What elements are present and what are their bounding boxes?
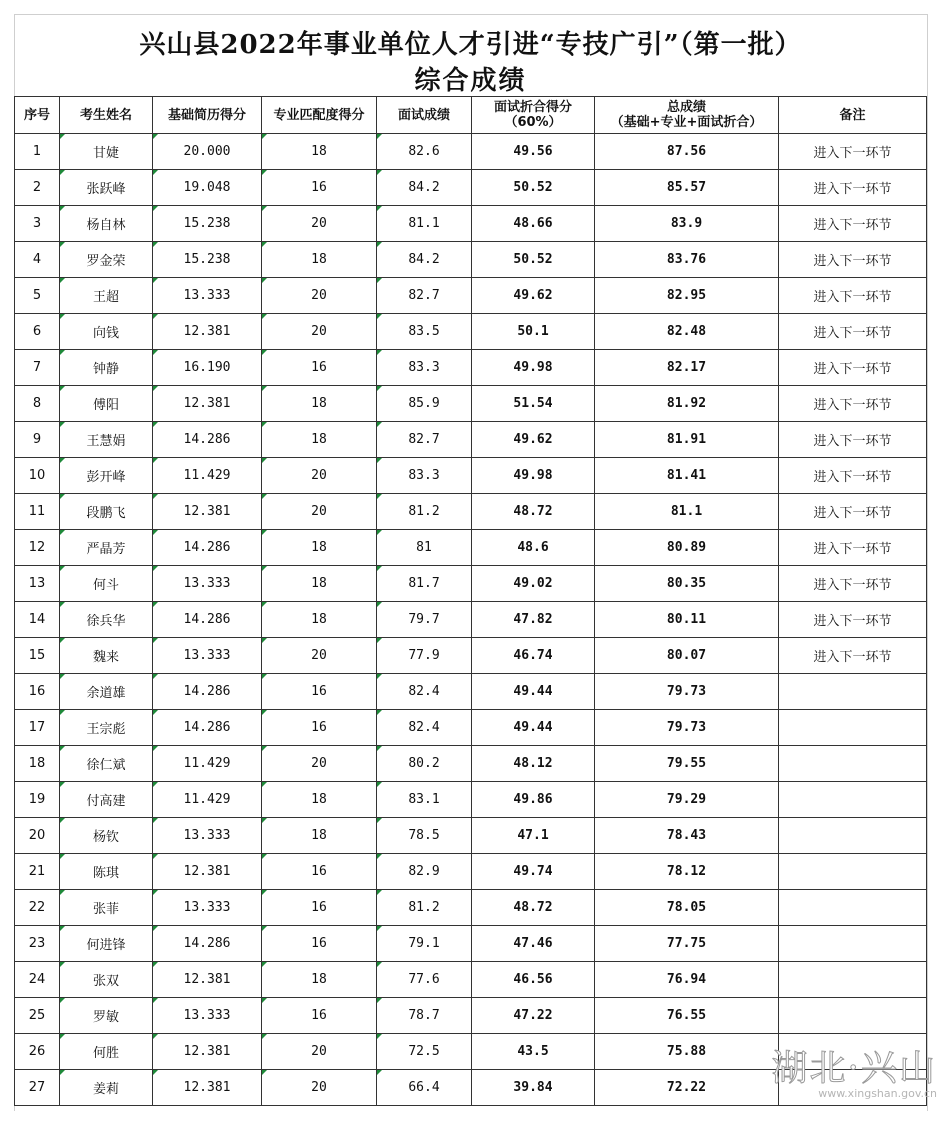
header-interview-score: 面试成绩 (377, 97, 472, 134)
cell-total-score: 81.92 (595, 386, 779, 422)
cell-seq: 15 (15, 638, 60, 674)
cell-match-score: 20 (262, 314, 377, 350)
cell-total-score: 78.43 (595, 818, 779, 854)
table-row (15, 494, 927, 530)
cell-note: 进入下一环节 (779, 134, 927, 170)
cell-seq: 2 (15, 170, 60, 206)
cell-note (779, 962, 927, 998)
cell-interview-score: 81 (377, 530, 472, 566)
cell-total-score: 83.9 (595, 206, 779, 242)
table-row (15, 386, 927, 422)
cell-note: 进入下一环节 (779, 422, 927, 458)
cell-total-score: 80.89 (595, 530, 779, 566)
cell-seq: 23 (15, 926, 60, 962)
cell-converted-score: 48.6 (472, 530, 595, 566)
cell-basic-score: 11.429 (153, 782, 262, 818)
cell-total-score: 85.57 (595, 170, 779, 206)
cell-name: 罗敏 (60, 998, 153, 1034)
cell-basic-score: 12.381 (153, 854, 262, 890)
table-row (15, 890, 927, 926)
cell-interview-score: 79.1 (377, 926, 472, 962)
cell-interview-score: 82.7 (377, 278, 472, 314)
table-row (15, 206, 927, 242)
cell-basic-score: 11.429 (153, 746, 262, 782)
page-title: 兴山县2022年事业单位人才引进“专技广引”（第一批） (139, 30, 802, 60)
cell-interview-score: 77.9 (377, 638, 472, 674)
cell-name: 向钱 (60, 314, 153, 350)
cell-interview-score: 81.2 (377, 890, 472, 926)
watermark-url: www.xingshan.gov.cn (818, 1087, 937, 1100)
cell-basic-score: 13.333 (153, 278, 262, 314)
header-name: 考生姓名 (60, 97, 153, 134)
cell-converted-score: 48.66 (472, 206, 595, 242)
cell-note: 进入下一环节 (779, 638, 927, 674)
cell-note: 进入下一环节 (779, 494, 927, 530)
cell-match-score: 16 (262, 926, 377, 962)
cell-match-score: 18 (262, 818, 377, 854)
cell-interview-score: 82.9 (377, 854, 472, 890)
cell-total-score: 81.91 (595, 422, 779, 458)
cell-match-score: 18 (262, 422, 377, 458)
cell-note (779, 782, 927, 818)
cell-basic-score: 12.381 (153, 314, 262, 350)
cell-note (779, 854, 927, 890)
cell-seq: 4 (15, 242, 60, 278)
cell-seq: 19 (15, 782, 60, 818)
cell-basic-score: 14.286 (153, 602, 262, 638)
table-row (15, 242, 927, 278)
cell-total-score: 76.55 (595, 998, 779, 1034)
cell-note (779, 890, 927, 926)
cell-name: 彭开峰 (60, 458, 153, 494)
cell-match-score: 16 (262, 674, 377, 710)
cell-match-score: 16 (262, 854, 377, 890)
cell-total-score: 75.88 (595, 1034, 779, 1070)
cell-seq: 1 (15, 134, 60, 170)
cell-converted-score: 49.62 (472, 278, 595, 314)
cell-interview-score: 77.6 (377, 962, 472, 998)
table-row (15, 782, 927, 818)
cell-name: 余道雄 (60, 674, 153, 710)
cell-total-score: 82.48 (595, 314, 779, 350)
table-row (15, 962, 927, 998)
cell-match-score: 18 (262, 566, 377, 602)
cell-seq: 7 (15, 350, 60, 386)
cell-converted-score: 49.86 (472, 782, 595, 818)
cell-note (779, 710, 927, 746)
cell-note (779, 818, 927, 854)
cell-match-score: 16 (262, 710, 377, 746)
cell-match-score: 20 (262, 458, 377, 494)
cell-interview-score: 84.2 (377, 170, 472, 206)
table-row (15, 422, 927, 458)
cell-name: 王宗彪 (60, 710, 153, 746)
cell-converted-score: 48.72 (472, 494, 595, 530)
cell-basic-score: 15.238 (153, 206, 262, 242)
cell-basic-score: 12.381 (153, 386, 262, 422)
cell-match-score: 18 (262, 602, 377, 638)
cell-converted-score: 50.52 (472, 170, 595, 206)
cell-name: 何胜 (60, 1034, 153, 1070)
cell-seq: 12 (15, 530, 60, 566)
cell-name: 陈琪 (60, 854, 153, 890)
cell-total-score: 79.29 (595, 782, 779, 818)
cell-name: 傅阳 (60, 386, 153, 422)
cell-seq: 17 (15, 710, 60, 746)
cell-seq: 20 (15, 818, 60, 854)
cell-interview-score: 83.3 (377, 350, 472, 386)
cell-interview-score: 82.7 (377, 422, 472, 458)
header-basic-score: 基础简历得分 (153, 97, 262, 134)
cell-note: 进入下一环节 (779, 458, 927, 494)
cell-converted-score: 46.74 (472, 638, 595, 674)
cell-seq: 27 (15, 1070, 60, 1106)
cell-seq: 16 (15, 674, 60, 710)
table-row (15, 1070, 927, 1106)
cell-basic-score: 11.429 (153, 458, 262, 494)
cell-seq: 21 (15, 854, 60, 890)
cell-total-score: 80.11 (595, 602, 779, 638)
cell-converted-score: 50.52 (472, 242, 595, 278)
cell-interview-score: 78.7 (377, 998, 472, 1034)
cell-total-score: 77.75 (595, 926, 779, 962)
cell-total-score: 81.1 (595, 494, 779, 530)
cell-converted-score: 49.02 (472, 566, 595, 602)
cell-name: 甘婕 (60, 134, 153, 170)
table-row (15, 638, 927, 674)
cell-match-score: 18 (262, 386, 377, 422)
table-row (15, 818, 927, 854)
cell-interview-score: 83.5 (377, 314, 472, 350)
cell-total-score: 81.41 (595, 458, 779, 494)
cell-total-score: 82.17 (595, 350, 779, 386)
cell-total-score: 82.95 (595, 278, 779, 314)
cell-name: 钟静 (60, 350, 153, 386)
cell-interview-score: 83.1 (377, 782, 472, 818)
score-table (14, 96, 927, 1106)
cell-seq: 6 (15, 314, 60, 350)
cell-name: 徐兵华 (60, 602, 153, 638)
cell-converted-score: 47.1 (472, 818, 595, 854)
cell-seq: 11 (15, 494, 60, 530)
watermark-text: 湖北·兴山 (771, 1048, 937, 1089)
cell-interview-score: 81.1 (377, 206, 472, 242)
cell-seq: 13 (15, 566, 60, 602)
cell-total-score: 83.76 (595, 242, 779, 278)
cell-converted-score: 49.56 (472, 134, 595, 170)
cell-name: 严晶芳 (60, 530, 153, 566)
cell-converted-score: 43.5 (472, 1034, 595, 1070)
table-body (15, 134, 927, 1106)
cell-name: 杨钦 (60, 818, 153, 854)
cell-match-score: 18 (262, 530, 377, 566)
cell-basic-score: 16.190 (153, 350, 262, 386)
cell-note (779, 998, 927, 1034)
cell-match-score: 16 (262, 350, 377, 386)
cell-basic-score: 13.333 (153, 818, 262, 854)
cell-interview-score: 81.7 (377, 566, 472, 602)
cell-basic-score: 19.048 (153, 170, 262, 206)
cell-interview-score: 79.7 (377, 602, 472, 638)
cell-converted-score: 47.46 (472, 926, 595, 962)
cell-match-score: 18 (262, 962, 377, 998)
cell-seq: 26 (15, 1034, 60, 1070)
cell-basic-score: 12.381 (153, 494, 262, 530)
cell-match-score: 16 (262, 998, 377, 1034)
cell-name: 王超 (60, 278, 153, 314)
header-total-score: 总成绩 （基础+专业+面试折合） (595, 97, 779, 134)
cell-basic-score: 13.333 (153, 566, 262, 602)
cell-note (779, 926, 927, 962)
cell-interview-score: 82.4 (377, 710, 472, 746)
cell-converted-score: 46.56 (472, 962, 595, 998)
cell-basic-score: 14.286 (153, 926, 262, 962)
cell-name: 何斗 (60, 566, 153, 602)
cell-match-score: 20 (262, 746, 377, 782)
cell-note: 进入下一环节 (779, 314, 927, 350)
cell-seq: 18 (15, 746, 60, 782)
table-row (15, 1034, 927, 1070)
cell-total-score: 78.05 (595, 890, 779, 926)
cell-name: 何进锋 (60, 926, 153, 962)
cell-total-score: 78.12 (595, 854, 779, 890)
cell-name: 徐仁斌 (60, 746, 153, 782)
cell-converted-score: 51.54 (472, 386, 595, 422)
cell-note (779, 674, 927, 710)
table-row (15, 746, 927, 782)
cell-name: 魏来 (60, 638, 153, 674)
cell-seq: 14 (15, 602, 60, 638)
header-match-score: 专业匹配度得分 (262, 97, 377, 134)
cell-basic-score: 14.286 (153, 530, 262, 566)
cell-converted-score: 49.44 (472, 674, 595, 710)
cell-match-score: 20 (262, 206, 377, 242)
cell-basic-score: 15.238 (153, 242, 262, 278)
cell-converted-score: 47.22 (472, 998, 595, 1034)
table-row (15, 566, 927, 602)
cell-interview-score: 81.2 (377, 494, 472, 530)
cell-basic-score: 13.333 (153, 998, 262, 1034)
cell-name: 张跃峰 (60, 170, 153, 206)
table-row (15, 602, 927, 638)
table-row (15, 674, 927, 710)
cell-note (779, 1070, 927, 1106)
table-row (15, 134, 927, 170)
cell-note: 进入下一环节 (779, 386, 927, 422)
page-subtitle: 综合成绩 (414, 66, 527, 96)
cell-name: 付高建 (60, 782, 153, 818)
cell-basic-score: 13.333 (153, 890, 262, 926)
cell-total-score: 79.73 (595, 674, 779, 710)
cell-interview-score: 80.2 (377, 746, 472, 782)
cell-match-score: 16 (262, 890, 377, 926)
cell-seq: 24 (15, 962, 60, 998)
cell-note: 进入下一环节 (779, 242, 927, 278)
cell-interview-score: 83.3 (377, 458, 472, 494)
cell-match-score: 20 (262, 1034, 377, 1070)
cell-converted-score: 49.74 (472, 854, 595, 890)
cell-interview-score: 84.2 (377, 242, 472, 278)
cell-seq: 25 (15, 998, 60, 1034)
cell-name: 罗金荣 (60, 242, 153, 278)
header-note: 备注 (779, 97, 927, 134)
header-seq: 序号 (15, 97, 60, 134)
cell-note: 进入下一环节 (779, 278, 927, 314)
table-header-row (15, 97, 927, 134)
cell-seq: 3 (15, 206, 60, 242)
cell-total-score: 87.56 (595, 134, 779, 170)
cell-match-score: 18 (262, 782, 377, 818)
cell-interview-score: 82.4 (377, 674, 472, 710)
cell-basic-score: 12.381 (153, 1034, 262, 1070)
cell-seq: 22 (15, 890, 60, 926)
cell-seq: 8 (15, 386, 60, 422)
table-row (15, 854, 927, 890)
cell-total-score: 79.73 (595, 710, 779, 746)
cell-note: 进入下一环节 (779, 350, 927, 386)
cell-basic-score: 14.286 (153, 710, 262, 746)
cell-name: 张双 (60, 962, 153, 998)
table-row (15, 458, 927, 494)
cell-note: 进入下一环节 (779, 602, 927, 638)
cell-seq: 10 (15, 458, 60, 494)
cell-converted-score: 47.82 (472, 602, 595, 638)
cell-match-score: 20 (262, 638, 377, 674)
cell-converted-score: 49.44 (472, 710, 595, 746)
cell-note (779, 746, 927, 782)
cell-match-score: 20 (262, 1070, 377, 1106)
cell-match-score: 18 (262, 134, 377, 170)
cell-basic-score: 14.286 (153, 674, 262, 710)
cell-basic-score: 20.000 (153, 134, 262, 170)
cell-total-score: 80.07 (595, 638, 779, 674)
table-row (15, 170, 927, 206)
cell-note: 进入下一环节 (779, 206, 927, 242)
cell-converted-score: 48.72 (472, 890, 595, 926)
header-converted-score: 面试折合得分 （60%） (472, 97, 595, 134)
cell-interview-score: 85.9 (377, 386, 472, 422)
cell-total-score: 72.22 (595, 1070, 779, 1106)
cell-converted-score: 39.84 (472, 1070, 595, 1106)
cell-basic-score: 12.381 (153, 962, 262, 998)
cell-converted-score: 49.98 (472, 458, 595, 494)
table-row (15, 926, 927, 962)
cell-note: 进入下一环节 (779, 170, 927, 206)
cell-note: 进入下一环节 (779, 566, 927, 602)
cell-interview-score: 82.6 (377, 134, 472, 170)
cell-name: 王慧娟 (60, 422, 153, 458)
table-row (15, 350, 927, 386)
cell-match-score: 18 (262, 242, 377, 278)
cell-match-score: 20 (262, 494, 377, 530)
cell-converted-score: 49.62 (472, 422, 595, 458)
table-row (15, 998, 927, 1034)
cell-name: 杨自林 (60, 206, 153, 242)
table-row (15, 314, 927, 350)
cell-total-score: 79.55 (595, 746, 779, 782)
cell-basic-score: 13.333 (153, 638, 262, 674)
cell-total-score: 80.35 (595, 566, 779, 602)
cell-seq: 9 (15, 422, 60, 458)
cell-seq: 5 (15, 278, 60, 314)
cell-match-score: 20 (262, 278, 377, 314)
cell-interview-score: 72.5 (377, 1034, 472, 1070)
table-row (15, 710, 927, 746)
cell-converted-score: 48.12 (472, 746, 595, 782)
cell-interview-score: 66.4 (377, 1070, 472, 1106)
cell-name: 段鹏飞 (60, 494, 153, 530)
cell-basic-score: 14.286 (153, 422, 262, 458)
cell-name: 姜莉 (60, 1070, 153, 1106)
cell-note (779, 1034, 927, 1070)
cell-basic-score: 12.381 (153, 1070, 262, 1106)
cell-converted-score: 49.98 (472, 350, 595, 386)
cell-interview-score: 78.5 (377, 818, 472, 854)
table-row (15, 278, 927, 314)
table-row (15, 530, 927, 566)
cell-match-score: 16 (262, 170, 377, 206)
cell-note: 进入下一环节 (779, 530, 927, 566)
cell-total-score: 76.94 (595, 962, 779, 998)
cell-name: 张菲 (60, 890, 153, 926)
cell-converted-score: 50.1 (472, 314, 595, 350)
